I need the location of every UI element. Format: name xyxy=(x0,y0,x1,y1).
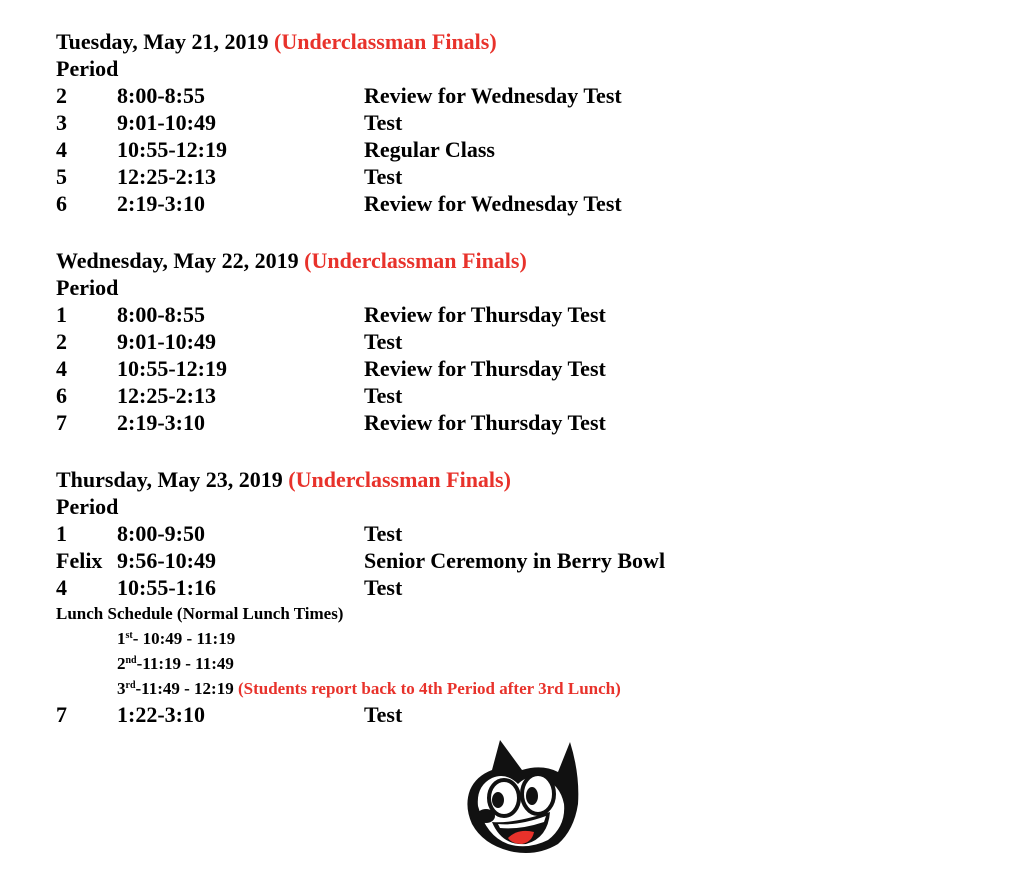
period-time: 10:55-1:16 xyxy=(117,575,216,600)
section-spacer xyxy=(56,436,996,466)
lunch-item xyxy=(56,651,996,676)
period-number: 4 xyxy=(56,575,67,600)
lunch-note: (Students report back to 4th Period after 3rd Lunch) xyxy=(237,679,621,698)
period-number: Felix xyxy=(56,548,103,573)
schedule-row xyxy=(56,355,996,382)
lunch-item xyxy=(56,626,996,651)
finals-tag: (Underclassman Finals) xyxy=(304,248,527,273)
schedule-row xyxy=(56,574,996,601)
lunch-schedule-title: Lunch Schedule (Normal Lunch Times) xyxy=(56,604,344,623)
period-time: 12:25-2:13 xyxy=(117,383,216,408)
day-date: Wednesday, May 22, 2019 xyxy=(56,248,299,273)
period-number: 2 xyxy=(56,83,67,108)
mascot-nose xyxy=(477,809,495,823)
period-activity: Test xyxy=(364,383,403,408)
period-header: Period xyxy=(56,275,119,300)
period-header: Period xyxy=(56,494,119,519)
period-activity: Review for Wednesday Test xyxy=(364,83,622,108)
period-activity: Test xyxy=(364,110,403,135)
mascot-left-pupil xyxy=(492,792,504,808)
schedule-row xyxy=(56,163,996,190)
schedule-row xyxy=(56,136,996,163)
schedule-row xyxy=(56,109,996,136)
schedule-row xyxy=(56,82,996,109)
period-time: 12:25-2:13 xyxy=(117,164,216,189)
schedule-row xyxy=(56,547,996,574)
lunch-number: 3 xyxy=(117,679,126,698)
day-heading xyxy=(56,28,996,55)
day-section-wednesday xyxy=(56,247,996,436)
period-number: 4 xyxy=(56,137,67,162)
period-number: 3 xyxy=(56,110,67,135)
period-number: 5 xyxy=(56,164,67,189)
period-header: Period xyxy=(56,56,119,81)
period-time: 9:56-10:49 xyxy=(117,548,216,573)
period-activity: Senior Ceremony in Berry Bowl xyxy=(364,548,666,573)
schedule-row xyxy=(56,409,996,436)
lunch-ordinal: rd xyxy=(125,680,136,691)
lunch-item xyxy=(56,676,996,701)
day-date: Tuesday, May 21, 2019 xyxy=(56,29,269,54)
period-activity: Test xyxy=(364,329,403,354)
section-spacer xyxy=(56,217,996,247)
lunch-times: - 10:49 - 11:19 xyxy=(132,629,236,648)
period-time: 2:19-3:10 xyxy=(117,410,205,435)
period-time: 1:22-3:10 xyxy=(117,702,205,727)
period-activity: Review for Thursday Test xyxy=(364,302,606,327)
period-number: 2 xyxy=(56,329,67,354)
period-activity: Test xyxy=(364,702,403,727)
day-section-tuesday xyxy=(56,28,996,217)
period-activity: Review for Thursday Test xyxy=(364,356,606,381)
lunch-ordinal: nd xyxy=(125,655,137,666)
period-activity: Test xyxy=(364,521,403,546)
schedule-page xyxy=(56,28,996,728)
period-time: 10:55-12:19 xyxy=(117,137,227,162)
schedule-row xyxy=(56,190,996,217)
felix-the-cat-icon xyxy=(462,734,590,860)
period-time: 10:55-12:19 xyxy=(117,356,227,381)
lunch-number: 1 xyxy=(117,629,126,648)
period-time: 2:19-3:10 xyxy=(117,191,205,216)
period-time: 9:01-10:49 xyxy=(117,110,216,135)
period-time: 8:00-8:55 xyxy=(117,302,205,327)
day-heading xyxy=(56,247,996,274)
period-time: 8:00-8:55 xyxy=(117,83,205,108)
period-number: 7 xyxy=(56,702,67,727)
period-number: 1 xyxy=(56,302,67,327)
period-time: 8:00-9:50 xyxy=(117,521,205,546)
day-section-thursday xyxy=(56,466,996,728)
schedule-row xyxy=(56,520,996,547)
period-number: 1 xyxy=(56,521,67,546)
lunch-number: 2 xyxy=(117,654,126,673)
finals-tag: (Underclassman Finals) xyxy=(288,467,511,492)
period-activity: Test xyxy=(364,164,403,189)
period-number: 6 xyxy=(56,383,67,408)
mascot-right-pupil xyxy=(526,787,538,805)
schedule-row xyxy=(56,328,996,355)
period-activity: Review for Thursday Test xyxy=(364,410,606,435)
lunch-times: -11:49 - 12:19 xyxy=(135,679,234,698)
period-activity: Review for Wednesday Test xyxy=(364,191,622,216)
period-activity: Test xyxy=(364,575,403,600)
period-number: 6 xyxy=(56,191,67,216)
schedule-row xyxy=(56,701,996,728)
period-number: 4 xyxy=(56,356,67,381)
lunch-times: -11:19 - 11:49 xyxy=(136,654,234,673)
lunch-ordinal: st xyxy=(125,630,133,641)
schedule-row xyxy=(56,382,996,409)
period-time: 9:01-10:49 xyxy=(117,329,216,354)
finals-tag: (Underclassman Finals) xyxy=(274,29,497,54)
schedule-row xyxy=(56,301,996,328)
period-activity: Regular Class xyxy=(364,137,495,162)
period-number: 7 xyxy=(56,410,67,435)
day-date: Thursday, May 23, 2019 xyxy=(56,467,283,492)
day-heading xyxy=(56,466,996,493)
